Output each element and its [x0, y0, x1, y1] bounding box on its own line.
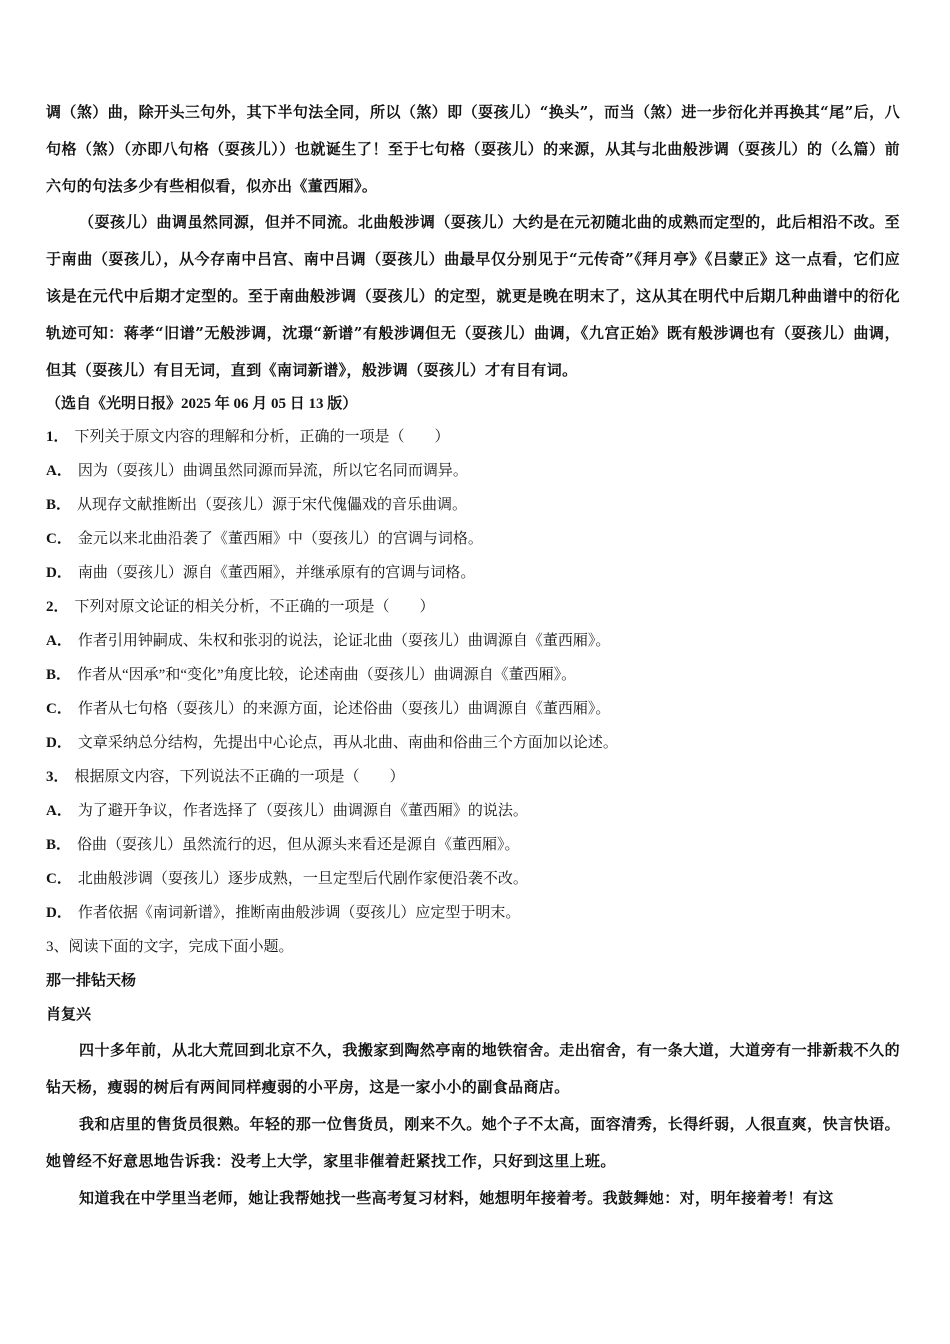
question-stem — [46, 420, 900, 454]
option-key: D． — [46, 735, 72, 752]
option-a — [46, 454, 900, 488]
question-text: 根据原文内容，下列说法不正确的一项是（ ） — [74, 769, 405, 786]
option-b — [46, 658, 900, 692]
option-text: 因为（耍孩儿）曲调虽然同源而异流，所以它名同而调异。 — [77, 463, 468, 480]
question-number: 1． — [46, 429, 69, 446]
option-c — [46, 862, 900, 896]
option-key: C． — [46, 701, 72, 718]
section-heading: 3、阅读下面的文字，完成下面小题。 — [46, 939, 294, 956]
article-paragraph: 四十多年前，从北大荒回到北京不久，我搬家到陶然亭南的地铁宿舍。走出宿舍，有一条大道，大道旁有一排新栽不久的钻天杨，瘦弱的树后有两间同样瘦弱的小平房，这是一家小小的副食品商店。 — [46, 1041, 900, 1097]
option-c — [46, 522, 900, 556]
option-text: 作者引用钟嗣成、朱权和张羽的说法，论证北曲（耍孩儿）曲调源自《董西厢》。 — [77, 633, 611, 650]
option-text: 南曲（耍孩儿）源自《董西厢》，并继承原有的宫调与词格。 — [77, 565, 476, 582]
option-text: 俗曲（耍孩儿）虽然流行的迟，但从源头来看还是源自《董西厢》。 — [77, 837, 520, 854]
option-text: 作者依据《南词新谱》，推断南曲般涉调（耍孩儿）应定型于明末。 — [77, 905, 521, 922]
passage-paragraph: 调（煞）曲，除开头三句外，其下半句法全同，所以（煞）即（耍孩儿）“换头”，而当（煞）进一步衍化并再换其“尾”后，八句格（煞）（亦即八句格（耍孩儿））也就诞生了！至于七句格（耍孩儿）的来源，从其与北曲般涉调（耍孩儿）的（么篇）前六句的句法多少有些相似看，似亦出《董西厢》。 — [46, 103, 900, 195]
option-text: 金元以来北曲沿袭了《董西厢》中（耍孩儿）的宫调与词格。 — [77, 531, 483, 548]
article-paragraph: 知道我在中学里当老师，她让我帮她找一些高考复习材料，她想明年接着考。我鼓舞她：对，明年接着考！有这 — [79, 1188, 834, 1207]
option-text: 作者从七句格（耍孩儿）的来源方面，论述俗曲（耍孩儿）曲调源自《董西厢》。 — [77, 701, 611, 718]
question-stem — [46, 760, 900, 794]
question-number: 2． — [46, 599, 69, 616]
option-key: C． — [46, 871, 72, 888]
option-key: B． — [46, 837, 72, 854]
option-text: 从现存文献推断出（耍孩儿）源于宋代傀儡戏的音乐曲调。 — [77, 497, 468, 514]
option-d — [46, 896, 900, 930]
option-key: D． — [46, 565, 72, 582]
article-author: 肖复兴 — [46, 1007, 92, 1024]
option-key: A． — [46, 633, 72, 650]
option-text: 作者从“因承”和“变化”角度比较，论述南曲（耍孩儿）曲调源自《董西厢》。 — [77, 667, 577, 684]
source-citation: （选自《光明日报》2025 年 06 月 05 日 13 版） — [46, 396, 358, 413]
option-a — [46, 794, 900, 828]
question-text: 下列对原文论证的相关分析，不正确的一项是（ ） — [74, 599, 435, 616]
option-d — [46, 726, 900, 760]
option-text: 为了避开争议，作者选择了（耍孩儿）曲调源自《董西厢》的说法。 — [77, 803, 528, 820]
question-text: 下列关于原文内容的理解和分析，正确的一项是（ ） — [74, 429, 450, 446]
option-b — [46, 828, 900, 862]
question-stem — [46, 590, 900, 624]
option-key: C． — [46, 531, 72, 548]
option-a — [46, 624, 900, 658]
option-b — [46, 488, 900, 522]
question-number: 3． — [46, 769, 69, 786]
option-key: A． — [46, 803, 72, 820]
option-text: 文章采纳总分结构，先提出中心论点，再从北曲、南曲和俗曲三个方面加以论述。 — [77, 735, 618, 752]
option-key: B． — [46, 497, 72, 514]
option-key: A． — [46, 463, 72, 480]
article-title: 那一排钻天杨 — [46, 973, 137, 990]
option-text: 北曲般涉调（耍孩儿）逐步成熟，一旦定型后代剧作家便沿袭不改。 — [77, 871, 528, 888]
option-key: D． — [46, 905, 72, 922]
option-c — [46, 692, 900, 726]
passage-paragraph: （耍孩儿）曲调虽然同源，但并不同流。北曲般涉调（耍孩儿）大约是在元初随北曲的成熟而定型的，此后相沿不改。至于南曲（耍孩儿），从今存南中吕宫、南中吕调（耍孩儿）曲最早仅分别见于“元传奇”《拜月亭》《吕蒙正》这一点看，它们应该是在元代中后期才定型的。至于南曲般涉调（耍孩儿）的定型，就更是晚在明末了，这从其在明代中后期几种曲谱中的衍化轨迹可知：蒋孝“旧谱”无般涉调，沈璟“新谱”有般涉调但无（耍孩儿）曲调，《九宫正始》既有般涉调也有（耍孩儿）曲调，但其（耍孩儿）有目无词，直到《南词新谱》，般涉调（耍孩儿）才有目有词。 — [46, 213, 900, 379]
option-d — [46, 556, 900, 590]
option-key: B． — [46, 667, 72, 684]
article-paragraph: 我和店里的售货员很熟。年轻的那一位售货员，刚来不久。她个子不太高，面容清秀，长得纤弱，人很直爽，快言快语。她曾经不好意思地告诉我：没考上大学，家里非催着赶紧找工作，只好到这里上班。 — [46, 1114, 900, 1170]
